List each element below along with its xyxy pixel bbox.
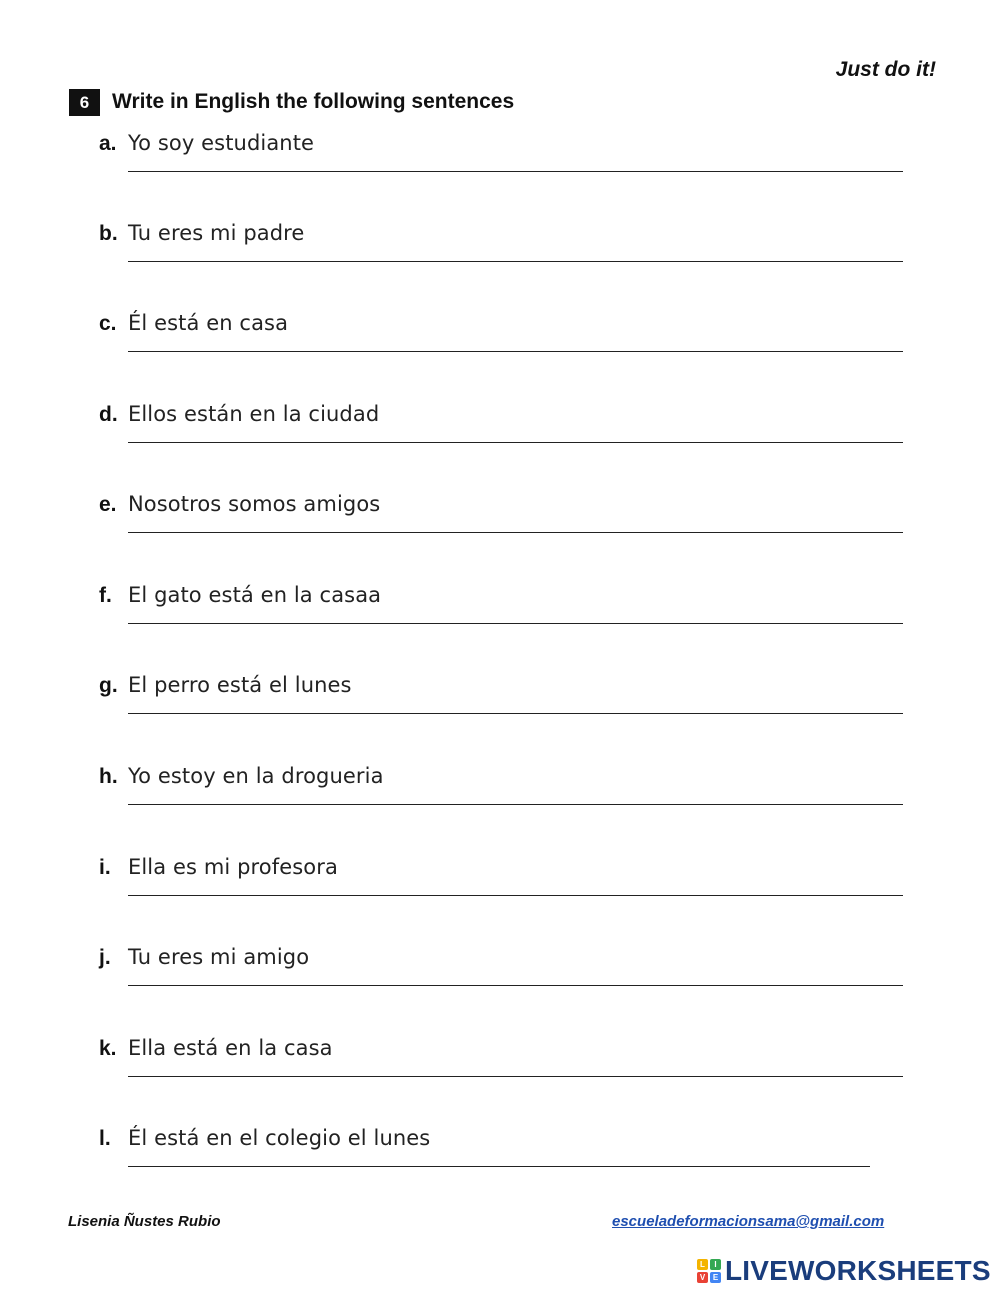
sentence-item-d — [99, 402, 909, 472]
exercise-number-badge: 6 — [69, 89, 100, 116]
spanish-sentence: El perro está el lunes — [128, 673, 352, 697]
item-letter: a. — [99, 132, 117, 155]
spanish-sentence: Yo estoy en la drogueria — [128, 764, 384, 788]
answer-line[interactable] — [128, 351, 903, 352]
item-letter: c. — [99, 312, 117, 335]
answer-line[interactable] — [128, 261, 903, 262]
sentence-item-b — [99, 221, 909, 291]
answer-line[interactable] — [128, 1076, 903, 1077]
logo-block: I — [710, 1259, 721, 1270]
item-letter: f. — [99, 584, 112, 607]
item-letter: j. — [99, 946, 111, 969]
brand-name: LIVEWORKSHEETS — [725, 1255, 991, 1286]
spanish-sentence: Ella es mi profesora — [128, 855, 338, 879]
item-letter: g. — [99, 674, 118, 697]
answer-line[interactable] — [128, 1166, 870, 1167]
footer-author: Lisenia Ñustes Rubio — [68, 1213, 221, 1230]
answer-line[interactable] — [128, 532, 903, 533]
liveworksheets-logo[interactable] — [697, 1254, 991, 1288]
spanish-sentence: El gato está en la casaa — [128, 583, 382, 607]
sentence-item-e — [99, 492, 909, 562]
spanish-sentence: Tu eres mi padre — [128, 221, 305, 245]
sentence-item-i — [99, 855, 909, 925]
sentence-item-a — [99, 131, 909, 201]
sentence-item-g — [99, 673, 909, 743]
logo-block: E — [710, 1272, 721, 1283]
spanish-sentence: Yo soy estudiante — [128, 131, 315, 155]
spanish-sentence: Él está en el colegio el lunes — [128, 1126, 431, 1150]
spanish-sentence: Ellos están en la ciudad — [128, 402, 380, 426]
sentence-item-f — [99, 583, 909, 653]
spanish-sentence: Nosotros somos amigos — [128, 492, 381, 516]
sentence-item-k — [99, 1036, 909, 1106]
live-blocks-icon — [697, 1259, 721, 1283]
spanish-sentence: Ella está en la casa — [128, 1036, 333, 1060]
item-letter: e. — [99, 493, 117, 516]
item-letter: l. — [99, 1127, 111, 1150]
exercise-instruction: Write in English the following sentences — [112, 90, 515, 113]
answer-line[interactable] — [128, 713, 903, 714]
answer-line[interactable] — [128, 895, 903, 896]
item-letter: k. — [99, 1037, 117, 1060]
item-letter: i. — [99, 856, 111, 879]
item-letter: d. — [99, 403, 118, 426]
answer-line[interactable] — [128, 623, 903, 624]
exercise-header — [69, 88, 514, 116]
sentence-item-j — [99, 945, 909, 1015]
sentence-item-h — [99, 764, 909, 834]
logo-block: L — [697, 1259, 708, 1270]
sentence-item-c — [99, 311, 909, 381]
motto: Just do it! — [835, 58, 936, 81]
answer-line[interactable] — [128, 442, 903, 443]
answer-line[interactable] — [128, 171, 903, 172]
spanish-sentence: Él está en casa — [128, 311, 289, 335]
answer-line[interactable] — [128, 985, 903, 986]
footer-email-link[interactable]: escueladeformacionsama@gmail.com — [612, 1213, 885, 1230]
item-letter: b. — [99, 222, 118, 245]
spanish-sentence: Tu eres mi amigo — [128, 945, 310, 969]
item-letter: h. — [99, 765, 118, 788]
sentence-item-l — [99, 1126, 909, 1196]
logo-block: V — [697, 1272, 708, 1283]
answer-line[interactable] — [128, 804, 903, 805]
